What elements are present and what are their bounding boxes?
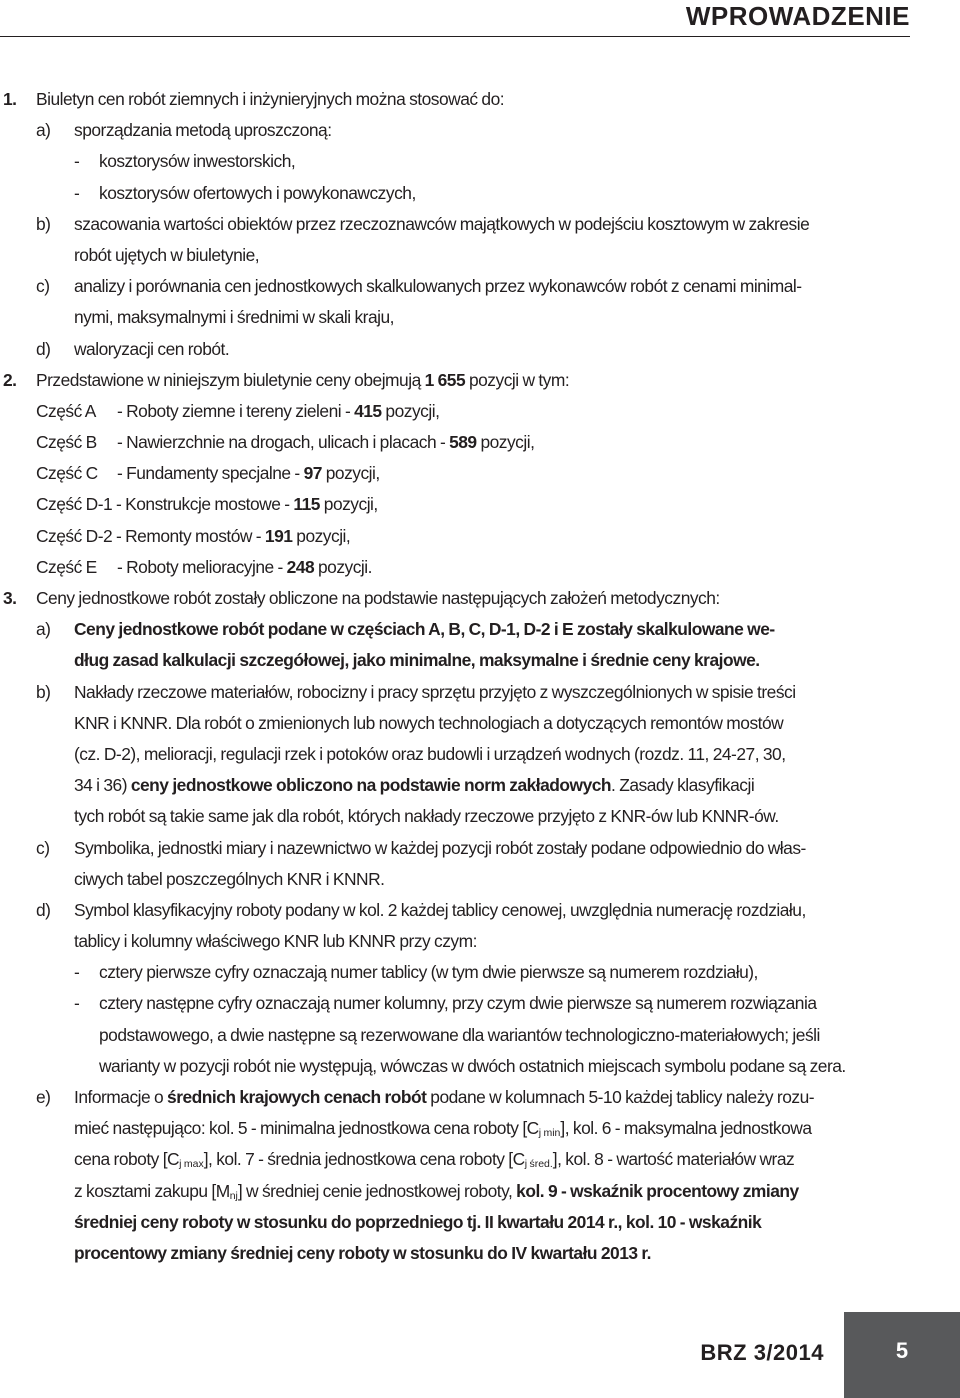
part-suffix: pozycji, xyxy=(292,525,351,546)
part-count: 115 xyxy=(293,494,320,515)
item-text-bold: średniej ceny roboty w stosunku do poprzedniego tj. II kwartału 2014 r., kol. 10 - wskaźnik xyxy=(74,1211,762,1232)
item-label: e) xyxy=(36,1087,51,1107)
list-subitem xyxy=(0,146,910,177)
item-label: c) xyxy=(36,276,50,297)
item-text: KNR i KNNR. Dla robót o zmienionych lub nowych technologiach a dotyczących remontów mostów xyxy=(74,712,784,733)
list-item xyxy=(0,677,910,708)
text-run: mieć następująco: kol. 5 - minimalna jednostkowa cena roboty [C xyxy=(74,1118,539,1139)
list-item-continuation xyxy=(0,1207,910,1238)
text-run: podane w kolumnach 5-10 każdej tablicy należy rozu- xyxy=(426,1087,815,1107)
subscript: j max xyxy=(179,1158,204,1171)
subitem-text: warianty w pozycji robót nie występują, wówczas w dwóch ostatnich miejscach symbolu podane są zera. xyxy=(99,1055,846,1076)
item-text: ciwych tabel poszczególnych KNR i KNNR. xyxy=(74,868,385,889)
item-label: d) xyxy=(36,899,51,920)
part-desc-text: - Konstrukcje mostowe - xyxy=(112,494,294,515)
item-label: d) xyxy=(36,338,51,359)
part-description xyxy=(117,396,439,427)
text-run: ], kol. 6 - maksymalna jednostkowa xyxy=(560,1118,812,1139)
part-description xyxy=(117,552,372,583)
intro-text: Przedstawione w niniejszym biuletynie ceny obejmują xyxy=(36,369,425,390)
list-item xyxy=(0,1082,910,1113)
item-text: sporządzania metodą uproszczoną: xyxy=(74,120,332,141)
section-number: 3. xyxy=(3,588,17,608)
list-item-continuation xyxy=(0,739,910,770)
item-text: waloryzacji cen robót. xyxy=(74,338,230,359)
section-number: 1. xyxy=(3,89,17,109)
list-item-continuation xyxy=(0,801,910,832)
document-body xyxy=(0,84,910,1269)
publication-label: BRZ 3/2014 xyxy=(700,1340,824,1365)
part-label: Część A xyxy=(36,400,96,421)
item-text: robót ujętych w biuletynie, xyxy=(74,244,260,265)
part-row xyxy=(0,396,910,427)
section-2-intro-line xyxy=(0,365,910,396)
item-label: b) xyxy=(36,213,51,234)
part-label: Część D-2 xyxy=(36,525,113,546)
list-subitem xyxy=(0,178,910,209)
part-description xyxy=(36,521,350,552)
list-item-continuation xyxy=(0,708,910,739)
list-item-continuation xyxy=(0,645,910,676)
text-run: cena roboty [C xyxy=(74,1149,180,1170)
item-label: b) xyxy=(36,681,51,702)
list-item xyxy=(0,895,910,926)
part-suffix: pozycji, xyxy=(476,432,535,453)
part-suffix: pozycji, xyxy=(321,463,380,484)
part-label: Część C xyxy=(36,463,98,484)
subscript: nj xyxy=(229,1189,238,1202)
text-run: Informacje o xyxy=(74,1087,168,1107)
subitem-text: cztery następne cyfry oznaczają numer kolumny, przy czym dwie pierwsze są numerem rozwiązania xyxy=(99,993,817,1014)
item-label: a) xyxy=(36,120,51,141)
part-count: 415 xyxy=(354,400,382,421)
subscript: j min xyxy=(538,1127,561,1140)
text-run: 34 i 36) xyxy=(74,775,131,796)
part-row xyxy=(0,552,910,583)
page-number: 5 xyxy=(895,1338,909,1363)
list-item-continuation xyxy=(0,1113,910,1144)
text-run: ] w średniej cenie jednostkowej roboty, xyxy=(237,1180,517,1201)
item-text: Symbolika, jednostki miary i nazewnictwo w każdej pozycji robót zostały podane odpowiednio do włas- xyxy=(74,837,806,858)
part-suffix: pozycji. xyxy=(314,556,372,577)
list-item xyxy=(0,271,910,302)
part-desc-text: - Roboty ziemne i tereny zieleni - xyxy=(117,400,355,421)
part-count: 191 xyxy=(264,525,293,546)
item-text: nymi, maksymalnymi i średnimi w skali kraju, xyxy=(74,307,394,328)
page-title: WPROWADZENIE xyxy=(685,1,910,31)
part-label: Część E xyxy=(36,556,97,577)
dash-bullet: - xyxy=(74,151,80,172)
bold-text-run: kol. 9 - wskaźnik procentowy zmiany xyxy=(516,1180,799,1201)
item-text xyxy=(74,1082,814,1113)
list-subitem xyxy=(0,957,910,988)
subscript: j śred. xyxy=(524,1158,553,1171)
list-item-continuation xyxy=(0,240,910,271)
list-item-continuation xyxy=(0,302,910,333)
item-text: analizy i porównania cen jednostkowych skalkulowanych przez wykonawców robót z cenami minimal- xyxy=(74,276,802,297)
item-text: tych robót są takie same jak dla robót, których nakłady rzeczowe przyjęto z KNR-ów lub KNNR-ów. xyxy=(74,806,779,827)
part-description xyxy=(117,458,380,489)
item-label: a) xyxy=(36,619,51,640)
part-row xyxy=(0,521,910,552)
part-description xyxy=(36,489,378,520)
text-run: ], kol. 8 - wartość materiałów wraz xyxy=(552,1149,795,1170)
section-1-intro-line xyxy=(0,84,910,115)
item-text-bold: dług zasad kalkulacji szczegółowej, jako minimalne, maksymalne i średnie ceny krajowe. xyxy=(74,650,760,671)
part-row xyxy=(0,427,910,458)
header-rule xyxy=(0,36,910,37)
part-desc-text: - Nawierzchnie na drogach, ulicach i placach - xyxy=(117,432,450,453)
text-run: ], kol. 7 - średnia jednostkowa cena roboty [C xyxy=(203,1149,525,1170)
total-count: 1 655 xyxy=(424,369,466,390)
list-item-continuation xyxy=(0,770,910,801)
list-item-continuation xyxy=(0,1176,910,1207)
part-suffix: pozycji, xyxy=(381,400,440,421)
subitem-text: cztery pierwsze cyfry oznaczają numer tablicy (w tym dwie pierwsze są numerem rozdziału), xyxy=(99,962,758,983)
list-item xyxy=(0,614,910,645)
bold-text-run: średnich krajowych cenach robót xyxy=(167,1087,427,1107)
part-desc-text: - Roboty melioracyjne - xyxy=(117,556,287,577)
part-row xyxy=(0,458,910,489)
dash-bullet: - xyxy=(74,962,80,983)
list-item xyxy=(0,209,910,240)
part-desc-text: - Remonty mostów - xyxy=(112,525,265,546)
section-3-intro-line xyxy=(0,583,910,614)
item-text: Nakłady rzeczowe materiałów, robocizny i pracy sprzętu przyjęto z wyszczególnionych w spisie treści xyxy=(74,681,796,702)
section-3-intro: Ceny jednostkowe robót zostały obliczone na podstawie następujących założeń metodycznych: xyxy=(36,588,720,608)
part-desc-text: - Fundamenty specjalne - xyxy=(117,463,304,484)
list-item xyxy=(0,833,910,864)
part-suffix: pozycji, xyxy=(319,494,378,515)
list-subitem xyxy=(0,988,910,1019)
subitem-text: kosztorysów inwestorskich, xyxy=(99,151,296,172)
list-item-continuation xyxy=(0,864,910,895)
part-count: 97 xyxy=(303,463,322,484)
list-item-continuation xyxy=(0,926,910,957)
intro-text: pozycji w tym: xyxy=(465,369,570,390)
section-number: 2. xyxy=(3,369,17,390)
section-1-intro: Biuletyn cen robót ziemnych i inżynieryjnych można stosować do: xyxy=(36,89,505,109)
list-item xyxy=(0,334,910,365)
item-text: Symbol klasyfikacyjny roboty podany w kol. 2 każdej tablicy cenowej, uwzględnia numerację rozdziału, xyxy=(74,899,806,920)
list-item-continuation xyxy=(0,1144,910,1175)
subitem-text: kosztorysów ofertowych i powykonawczych, xyxy=(99,182,416,203)
list-subitem-continuation xyxy=(0,1020,910,1051)
item-text-bold: Ceny jednostkowe robót podane w częściach A, B, C, D-1, D-2 i E zostały skalkulowane we- xyxy=(74,619,775,640)
part-count: 248 xyxy=(286,556,315,577)
part-description xyxy=(117,427,534,458)
item-label: c) xyxy=(36,837,50,858)
item-text-bold: procentowy zmiany średniej ceny roboty w stosunku do IV kwartału 2013 r. xyxy=(74,1242,652,1263)
dash-bullet: - xyxy=(74,182,80,203)
dash-bullet: - xyxy=(74,993,80,1014)
section-2-intro xyxy=(36,365,569,396)
item-text: tablicy i kolumny właściwego KNR lub KNNR przy czym: xyxy=(74,931,477,952)
list-item xyxy=(0,115,910,146)
part-label: Część D-1 xyxy=(36,494,113,515)
item-text xyxy=(74,770,754,801)
item-text: (cz. D-2), melioracji, regulacji rzek i potoków oraz budowli i urządzeń wodnych (rozdz. 11, 24-27, 30, xyxy=(74,743,786,764)
text-run: . Zasady klasyfikacji xyxy=(611,775,755,796)
list-subitem-continuation xyxy=(0,1051,910,1082)
item-text: szacowania wartości obiektów przez rzeczoznawców majątkowych w podejściu kosztowym w zakresie xyxy=(74,213,810,234)
bold-text-run: ceny jednostkowe obliczono na podstawie norm zakładowych xyxy=(130,775,612,796)
text-run: z kosztami zakupu [M xyxy=(74,1180,230,1201)
list-item-continuation xyxy=(0,1238,910,1269)
part-count: 589 xyxy=(449,432,477,453)
part-label: Część B xyxy=(36,432,97,453)
part-row xyxy=(0,489,910,520)
subitem-text: podstawowego, a dwie następne są rezerwowane dla wariantów technologiczno-materiałowych; jeśli xyxy=(99,1024,820,1045)
